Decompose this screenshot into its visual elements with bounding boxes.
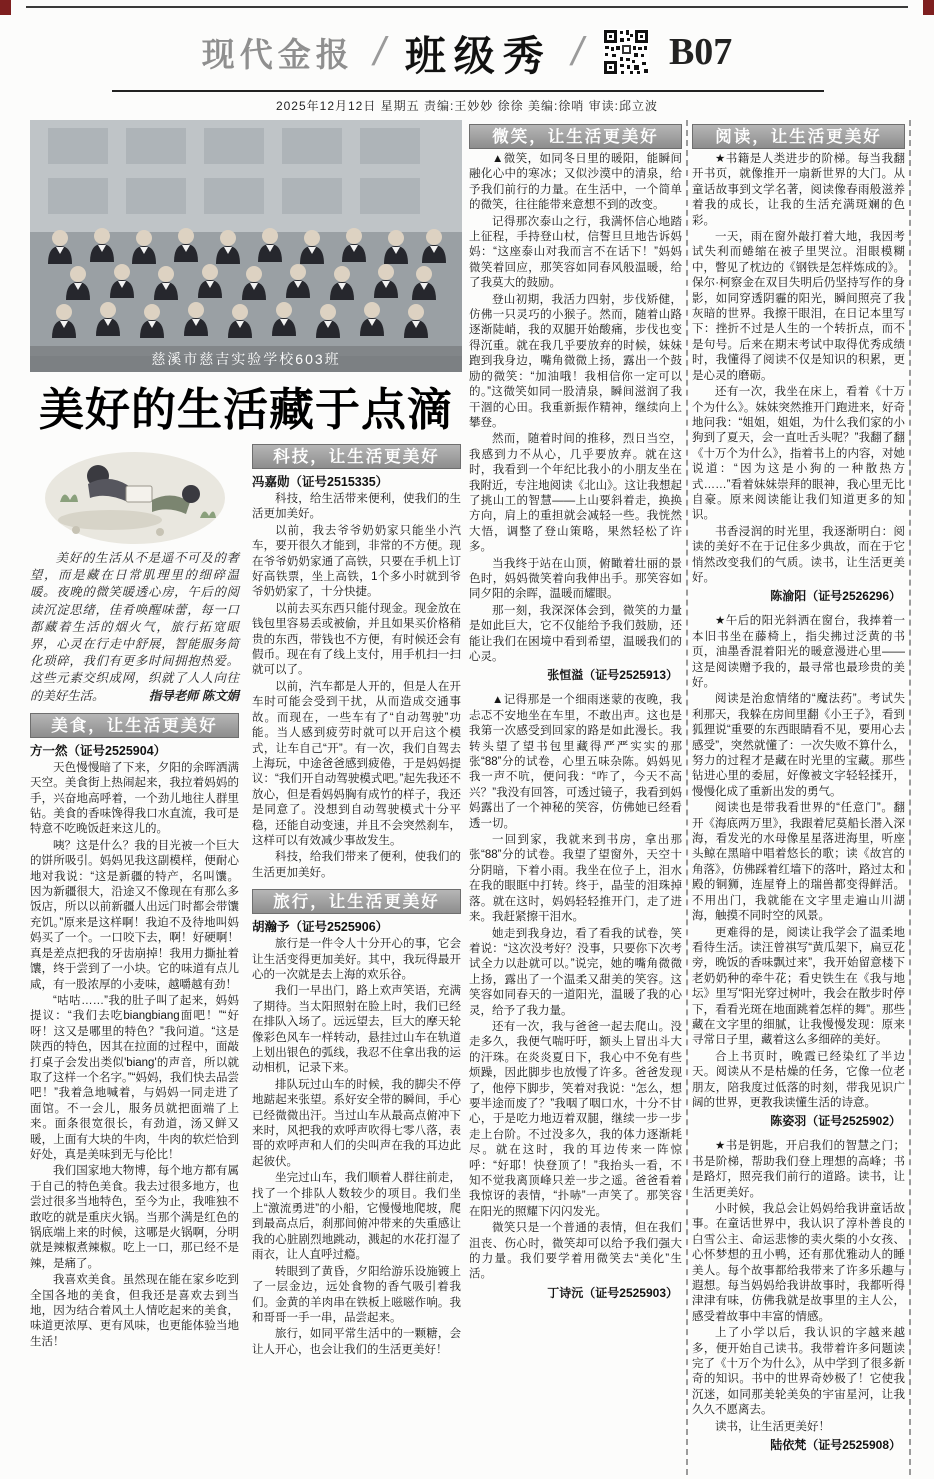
illustration [40, 442, 230, 546]
masthead-rule [112, 90, 824, 92]
paragraph: 以前去买东西只能付现金。现金放在钱包里容易丢或被偷，并且如果买价格稍贵的东西，带钱也不方便，有时候还会有假币。现在有了线上支付，用手机扫一扫就可以了。 [252, 602, 461, 677]
paragraph: ▲微笑，如同冬日里的暖阳，能瞬间融化心中的寒冰；又似沙漠中的清泉，给予我们前行的力量。在生活中，一个简单的微笑，往往能带来意想不到的改变。 [469, 153, 682, 212]
column-3 [469, 120, 682, 1475]
author-smile-2: 丁诗沅（证号2525903） [547, 1285, 678, 1300]
class-photo [30, 120, 462, 372]
paragraph: 微笑只是一个普通的表情，但在我们沮丧、伤心时，微笑却可以给予我们强大的力量。我们要学着用微笑去“美化”生活。 [469, 1222, 682, 1281]
paragraph: 合上书页时，晚霞已经染红了半边天。阅读从不是枯燥的任务，它像一位老朋友，陪我度过低落的时刻，带我见识广阔的世界，更教我读懂生活的诗意。 [692, 1050, 905, 1109]
section-header-smile: 微笑，让生活更美好 [469, 124, 682, 149]
section-name: 班级秀 [404, 32, 552, 79]
smile-piece-2 [469, 693, 682, 1300]
print-mark-left [0, 0, 11, 15]
page-number: B07 [668, 31, 733, 73]
paragraph: 还有一次，我坐在床上，看着《十万个为什么》。妹妹突然推开门跑进来，好奇地问我：“姐姐，姐姐，为什么我们家的小狗到了夏天，会一直吐舌头呢？”我翻了翻《十万个为什么》，指着书上的内容，对她说道：“因为这是小狗的一种散热方式……”看着妹妹崇拜的眼神，我心里无比自豪。原来阅读能让我们知道更多的知识。 [692, 386, 905, 522]
author-smile-1: 张恒溢（证号2525913） [547, 668, 678, 683]
print-mark-right [923, 0, 934, 15]
author-tech: 冯嘉勋（证号2515335） [252, 475, 389, 489]
intro-paragraph [30, 550, 239, 705]
section-header-travel: 旅行，让生活更美好 [252, 889, 461, 914]
paragraph: 更难得的是，阅读让我学会了温柔地看待生活。读汪曾祺写“黄瓜架下，扁豆花旁，晚饭的香味飘过来”，我开始留意楼下老奶奶种的牵牛花；看史铁生在《我与地坛》里写“阳光穿过树叶，我会在散步时停下，看看光斑在地面跳着怎样的舞”。那些藏在文字里的细腻，让我慢慢发现：原来寻常日子里，藏着这么多细碎的美好。 [692, 926, 905, 1047]
paragraph: 坐完过山车，我们顺着人群往前走，找了一个排队人数较少的项目。我们坐上“激流勇进”的小船，它慢慢地爬坡，爬到最高点后，刹那间俯冲带来的失重感让我的心脏剧烈地跳动，溅起的水花打湿了雨衣，让人直呼过瘾。 [252, 1172, 461, 1262]
left-subcolumns [30, 440, 462, 1359]
paragraph: 转眼到了黄昏，夕阳给游乐设施镀上了一层金边，远处食物的香气吸引着我们。金黄的羊肉串在铁板上嗞嗞作响。我和哥哥一手一串，品尝起来。 [252, 1265, 461, 1324]
section-header-tech: 科技，让生活更美好 [252, 444, 461, 469]
column-divider [686, 120, 688, 1475]
paragraph: 还有一次，我与爸爸一起去爬山。没走多久，我便气喘吁吁，额头上冒出斗大的汗珠。在炎炎夏日下，我心中不免有些烦躁，因此脚步也放慢了许多。爸爸发现了，他停下脚步，笑着对我说：“怎么，想要半途而废了？”我咽了咽口水，十分不甘心，于是吃力地迈着双腿，继续一步一步走上台阶。不过没多久，我的体力逐渐耗尽。就在这时，我的耳边传来一阵惊呼：“好耶！快登顶了！”我抬头一看，不知不觉我离顶峰只差一步之遥。爸爸看着我惊讶的表情，“扑哧”一声笑了。那笑容在阳光的照耀下闪闪发光。 [469, 1020, 682, 1218]
left-double-column [30, 120, 462, 1475]
paragraph: 咦？这是什么？我的目光被一个巨大的饼所吸引。妈妈见我这副模样，便耐心地对我说：“这是新疆的特产，名叫馕。因为新疆很大，沿途又不像现在有那么多饭店，所以以前新疆人出远门时都会带馕充饥。”原来是这样啊！我迫不及待地叫妈妈买了一个。一口咬下去，啊！好硬啊！真是差点把我的牙齿崩掉！我用力撕扯着馕，终于尝到了一小块。它的味道有点儿咸，有一股浓厚的小麦味，越嚼越有劲！ [30, 839, 239, 991]
smile-piece-1 [469, 152, 682, 683]
right-edge-divider [909, 120, 911, 1475]
paragraph: 以前，汽车都是人开的，但是人在开车时可能会受到干扰，从而造成交通事故。而现在，一些车有了“自动驾驶”功能。当人感到疲劳时就可以开启这个模式，让车自己“开”。有一次，我们自驾去上海玩，中途爸爸感到疲倦，于是妈妈提议：“我们开自动驾驶模式吧。”起先我还不放心，但是看妈妈胸有成竹的样子，我还是同意了。没想到自动驾驶模式十分平稳，还能自动变速，并且不会突然刹车，这样可以有效减少事故发生。 [252, 680, 461, 847]
section-header-food: 美食，让生活更美好 [30, 713, 239, 738]
paragraph: 上了小学以后，我认识的字越来越多，便开始自己读书。我带着许多问题读完了《十万个为什么》，从中学到了很多新奇的知识。书中的世界奇妙极了！它使我沉迷，如同那美轮美奂的宇宙星河，让我久久不愿离去。 [692, 1327, 905, 1417]
paragraph: 那一刻，我深深体会到，微笑的力量是如此巨大，它不仅能给予我们鼓励，还能让我们在困境中看到希望，温暖我们的心灵。 [469, 604, 682, 663]
paragraph: 科技，给我们带来了便利，使我们的生活更加美好。 [252, 851, 461, 879]
paragraph: 她走到我身边，看了看我的试卷，笑着说：“这次没考好？没事，只要你下次考试全力以赴就可以。”说完，她的嘴角微微上扬，露出了一个温柔又甜美的笑容。这笑容如同春天的一道阳光，温暖了我的心灵，给予了我力量。 [469, 927, 682, 1017]
page-content [30, 120, 918, 1475]
paragraph: ★书是钥匙，开启我们的智慧之门；书是阶梯，帮助我们登上理想的高峰；书是路灯，照亮我们前行的道路。读书，让生活更美好。 [692, 1140, 905, 1199]
author-reading-1: 陈渝阳（证号2526296） [770, 589, 901, 604]
paragraph: 登山初期，我活力四射，步伐矫健，仿佛一只灵巧的小猴子。然而，随着山路逐渐陡峭，我的双腿开始酸痛，步伐也变得沉重。就在我几乎要放弃的时候，妹妹跑到我身边，嘴角微微上扬，露出一个鼓励的微笑：“加油哦！我相信你一定可以的。”这微笑如同一股清泉，瞬间滋润了我干涸的心田。我重新振作精神，继续向上攀登。 [469, 293, 682, 429]
page-title: 美好的生活藏于点滴 [38, 384, 453, 435]
paragraph: 小时候，我总会让妈妈给我讲童话故事。在童话世界中，我认识了淳朴善良的白雪公主、命运悲惨的卖火柴的小女孩、心怀梦想的丑小鸭，还有那优雅动人的睡美人。每个故事都给我带来了许多乐趣与遐想。每当妈妈给我讲故事时，我都听得津津有味，仿佛我就是故事里的主人公，感受着故事中丰富的情感。 [692, 1203, 905, 1323]
author-reading-3: 陆依梵（证号2525908） [770, 1438, 901, 1453]
author-travel: 胡瀚予（证号2525906） [252, 920, 389, 935]
paper-name: 现代金报 [201, 35, 354, 73]
author-reading-2: 陈姿羽（证号2525902） [770, 1114, 901, 1129]
column-1 [30, 440, 239, 1359]
divider-slash: / [567, 29, 588, 74]
paragraph: 我喜欢美食。虽然现在能在家乡吃到全国各地的美食，但我还是喜欢去到当地，因为结合着风土人情吃起来的美食，味道更浓厚、更有风味，也更能体验当地生活！ [30, 1274, 239, 1348]
masthead [0, 22, 934, 82]
date-line: 2025年12月12日 星期五 责编:王妙妙 徐徐 美编:徐哨 审读:邱立波 [275, 99, 659, 113]
reading-piece-3 [692, 1139, 905, 1453]
paragraph: 旅行，如同平常生活中的一颗糖，会让人开心，也会让我们的生活更美好！ [252, 1328, 461, 1356]
paragraph: “咕咕……”我的肚子叫了起来，妈妈提议：“我们去吃biangbiang面吧！”“好呀！这又是哪里的特色？”我问道。“这是陕西的特色，因其在拉面的过程中，面敲打桌子会发出类似'biang'的声音，所以就取了这样一个名字。”“妈妈，我们快去品尝吧！”我着急地喊着，与妈妈一同走进了面馆。不一会儿，服务员就把面端了上来。面条很宽很长，有劲道，汤又鲜又暖，上面有大块的牛肉，牛肉的软烂恰到好处，真是美味到无与伦比！ [30, 994, 239, 1161]
paragraph: 排队玩过山车的时候，我的脚尖不停地踮起来张望。系好安全带的瞬间，手心已经微微出汗。当过山车从最高点俯冲下来时，风把我的欢呼声吹得七零八落，表哥的欢呼声和人们的尖叫声在我的耳边此起彼伏。 [252, 1078, 461, 1168]
class-photo-image [30, 120, 462, 372]
section-header-reading: 阅读，让生活更美好 [692, 124, 905, 149]
paragraph: 读书，让生活更美好！ [715, 1420, 830, 1433]
paragraph: 旅行是一件令人十分开心的事，它会让生活变得更加美好。其中，我玩得最开心的一次就是去上海的欢乐谷。 [252, 938, 461, 981]
reading-piece-2 [692, 614, 905, 1129]
paragraph: ★书籍是人类进步的阶梯。每当我翻开书页，就像推开一扇新世界的大门。从童话故事到文学名著，阅读像春雨般滋养着我的成长，让我的生活充满斑斓的色彩。 [692, 153, 905, 227]
paragraph: 以前，我去爷爷奶奶家只能坐小汽车，要开很久才能到，非常的不方便。现在爷爷奶奶家通了高铁，只要在手机上订好高铁票，坐上高铁，1个多小时就到爷爷奶奶家了，十分快捷。 [252, 524, 461, 599]
intro-byline: 指导老师 陈文娟 [148, 688, 239, 703]
column-4 [692, 120, 905, 1475]
photo-caption: 慈溪市慈吉实验学校603班 [30, 346, 462, 372]
divider-slash: / [369, 29, 390, 74]
paragraph: 一天，雨在窗外敲打着大地，我因考试失利而蜷缩在被子里哭泣。泪眼模糊中，瞥见了枕边的《钢铁是怎样炼成的》。保尔·柯察金在双目失明后仍坚持写作的身影，如同穿透阴霾的阳光，瞬间照亮了我灰暗的世界。我擦干眼泪，在日记本里写下：挫折不过是人生的一个转折点，而不是句号。后来在期末考试中取得优秀成绩时，我懂得了阅读不仅是知识的积累，更是心灵的磨砺。 [692, 231, 905, 382]
paragraph: 一回到家，我就来到书房，拿出那张“88”分的试卷。我望了望窗外，天空十分阴暗，下着小雨。我坐在位子上，泪水在我的眼眶中打转。终于，晶莹的泪珠掉落。就在这时，妈妈轻轻推开门，走了进来。我赶紧擦干泪水。 [469, 834, 682, 924]
paragraph: 然而，随着时间的推移，烈日当空，我感到力不从心，几乎要放弃。就在这时，我看到一个年纪比我小的小朋友坐在我附近，专注地阅读《北山》。这让我想起了挑山工的智慧——上山要斜着走，换换方向，肩上的重担就会减轻一些。我恍然大悟，调整了登山策略，果然轻松了许多。 [469, 433, 682, 554]
paragraph: ▲记得那是一个细雨迷蒙的夜晚，我忐忑不安地坐在车里，不敢出声。这也是我第一次感受到回家的路是如此漫长。我转头望了望书包里藏得严严实实的那张“88”分的试卷，心里五味杂陈。妈妈见我一声不吭，便问我：“咋了，今天不高兴？”我没有回答，可透过镜子，我看到妈妈露出了一个神秘的笑容，仿佛她已经看透一切。 [469, 694, 682, 830]
paragraph: 我们国家地大物博，每个地方都有属于自己的特色美食。我去过很多地方，也尝过很多当地特色，至今为止，我唯独不敢吃的就是重庆火锅。当那个满是红色的锅底端上来的时候，这哪是火锅啊，分明就是辣椒煮辣椒。吃上一口，那已经不是辣，是痛了。 [30, 1165, 239, 1270]
paragraph: ★午后的阳光斜洒在窗台，我捧着一本旧书坐在藤椅上，指尖拂过泛黄的书页，油墨香混着阳光的暖意漫进心里——这是阅读赠予我的，最寻常也最珍贵的美好。 [692, 615, 905, 689]
reading-piece-1 [692, 152, 905, 604]
intro-text: 美好的生活从不是遥不可及的奢望，而是藏在日常肌理里的细碎温暖。夜晚的微笑暖透心房，午后的阅读沉淀思绪，佳肴唤醒味蕾，每一口都藏着生活的烟火气，旅行拓宽眼界，心灵在行走中舒展，智能服务简化琐碎，我们有更多时间拥抱热爱。这些元素交织成网，织就了人人向往的美好生活。 [30, 551, 239, 703]
top-rule [26, 6, 908, 8]
paragraph: 科技，给生活带来便利，使我们的生活更加美好。 [252, 493, 461, 521]
qr-code-icon [603, 29, 649, 75]
paragraph: 记得那次泰山之行，我满怀信心地踏上征程，手持登山杖，信誓旦旦地告诉妈妈：“这座泰山对我而言不在话下！”妈妈微笑着回应，那笑容如同春风般温暖，给了我莫大的鼓励。 [469, 215, 682, 290]
paragraph: 阅读也是带我看世界的“任意门”。翻开《海底两万里》，我跟着尼莫船长潜入深海，看发光的水母像星星落进海里，听座头鲸在黑暗中唱着悠长的歌；读《故宫的角落》，仿佛踩着红墙下的落叶，路过太和殿的铜狮，连屋脊上的瑞兽都变得鲜活。不用出门，我就能在文字里走遍山川湖海，触摸不同时空的风景。 [692, 802, 905, 923]
paragraph: 当我终于站在山顶，俯瞰着壮丽的景色时，妈妈微笑着向我伸出手。那笑容如同夕阳的余晖，温暖而耀眼。 [469, 557, 682, 601]
paragraph: 天色慢慢暗了下来，夕阳的余晖洒满天空。美食街上热闹起来，我拉着妈妈的手，兴奋地高呼着，一个劲儿地往人群里钻。美食的香味馋得我口水直流，我可是特意不吃晚饭赶来这儿的。 [30, 761, 239, 836]
author-food: 方一然（证号2525904） [30, 743, 167, 758]
paragraph: 阅读是治愈情绪的“魔法药”。考试失利那天，我躲在房间里翻《小王子》，看到狐狸说“重要的东西眼睛看不见，要用心去感受”，突然就懂了：一次失败不算什么，努力的过程才是藏在时光里的宝藏。那些钻进心里的委屈，好像被文字轻轻揉开，慢慢化成了重新出发的勇气。 [692, 693, 905, 798]
column-2 [252, 440, 461, 1359]
paragraph: 我们一早出门，路上欢声笑语，充满了期待。当太阳照射在脸上时，我们已经在排队入场了。远远望去，巨大的摩天轮像彩色风车一样转动，悬挂过山车在轨道上划出银色的弧线，我忍不住拿出我的运动相机，记录下来。 [252, 985, 461, 1075]
paragraph: 书香浸润的时光里，我逐渐明白：阅读的美好不在于记住多少典故，而在于它悄然改变我们的气质。读书，让生活更美好。 [692, 525, 905, 584]
